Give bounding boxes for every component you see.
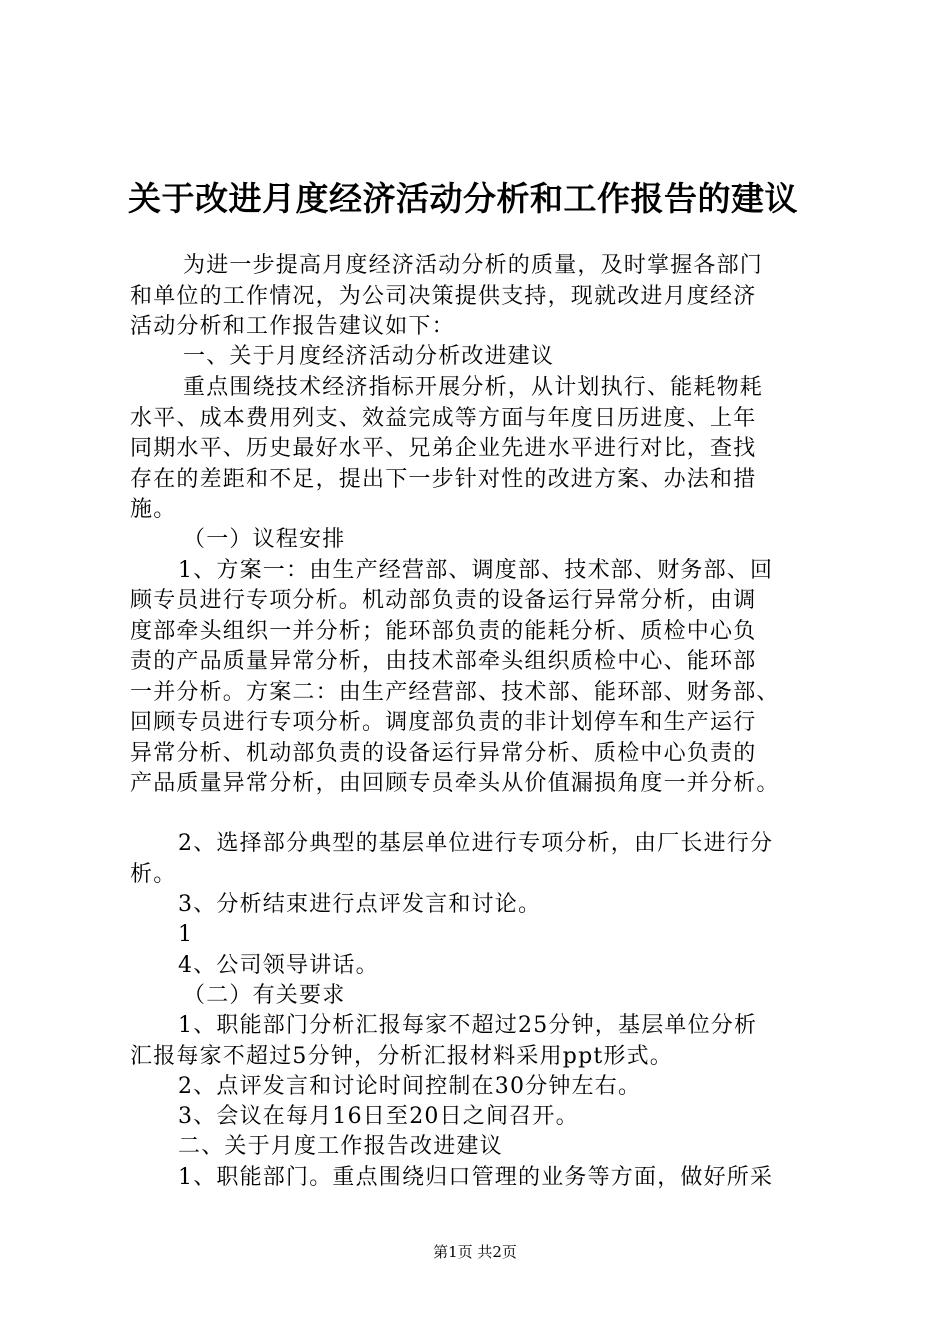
body-line: 产品质量异常分析，由回顾专员牵头从价值漏损角度一并分析。 [130,771,780,796]
body-line: 活动分析和工作报告建议如下： [130,314,455,339]
body-line: 3、会议在每月16日至20日之间召开。 [178,1104,579,1129]
body-line: 水平、成本费用列支、效益完成等方面与年度日历进度、上年 [130,406,757,431]
body-line: 回顾专员进行专项分析。调度部负责的非计划停车和生产运行 [130,710,757,735]
body-line: 重点围绕技术经济指标开展分析，从计划执行、能耗物耗 [183,375,764,400]
body-line: 为进一步提高月度经济活动分析的质量，及时掌握各部门 [183,253,764,278]
body-line: 2、选择部分典型的基层单位进行专项分析，由厂长进行分 [178,831,774,856]
body-line: 2、点评发言和讨论时间控制在30分钟左右。 [178,1074,642,1099]
body-line: 1、职能部门分析汇报每家不超过25分钟，基层单位分析 [178,1013,758,1038]
body-line: 存在的差距和不足，提出下一步针对性的改进方案、办法和措 [130,467,757,492]
body-line: 1 [178,922,194,947]
body-line: 同期水平、历史最好水平、兄弟企业先进水平进行对比，查找 [130,436,757,461]
body-line: 析。 [130,862,177,887]
body-line: 汇报每家不超过5分钟，分析汇报材料采用ppt形式。 [130,1044,674,1069]
body-line: 责的产品质量异常分析，由技术部牵头组织质检中心、能环部 [130,649,757,674]
body-line: 1、方案一：由生产经营部、调度部、技术部、财务部、回 [178,558,774,583]
body-line: 3、分析结束进行点评发言和讨论。 [178,892,542,917]
body-line: 一、关于月度经济活动分析改进建议 [183,344,555,369]
body-line: 和单位的工作情况，为公司决策提供支持，现就改进月度经济 [130,284,757,309]
document-title: 关于改进月度经济活动分析和工作报告的建议 [128,179,798,218]
body-line: 顾专员进行专项分析。机动部负责的设备运行异常分析，由调 [130,588,757,613]
body-line: 1、职能部门。重点围绕归口管理的业务等方面，做好所采 [178,1165,774,1190]
body-line: 施。 [130,497,177,522]
body-line: （一）议程安排 [183,527,346,552]
body-line: 二、关于月度工作报告改进建议 [178,1134,503,1159]
body-line: 4、公司领导讲话。 [178,953,379,978]
page-footer: 第1页 共2页 [433,1243,517,1261]
body-line: 一并分析。方案二：由生产经营部、技术部、能环部、财务部、 [130,680,780,705]
body-line: 异常分析、机动部负责的设备运行异常分析、质检中心负责的 [130,741,757,766]
body-line: （二）有关要求 [183,983,346,1008]
body-line: 度部牵头组织一并分析；能环部负责的能耗分析、质检中心负 [130,619,757,644]
